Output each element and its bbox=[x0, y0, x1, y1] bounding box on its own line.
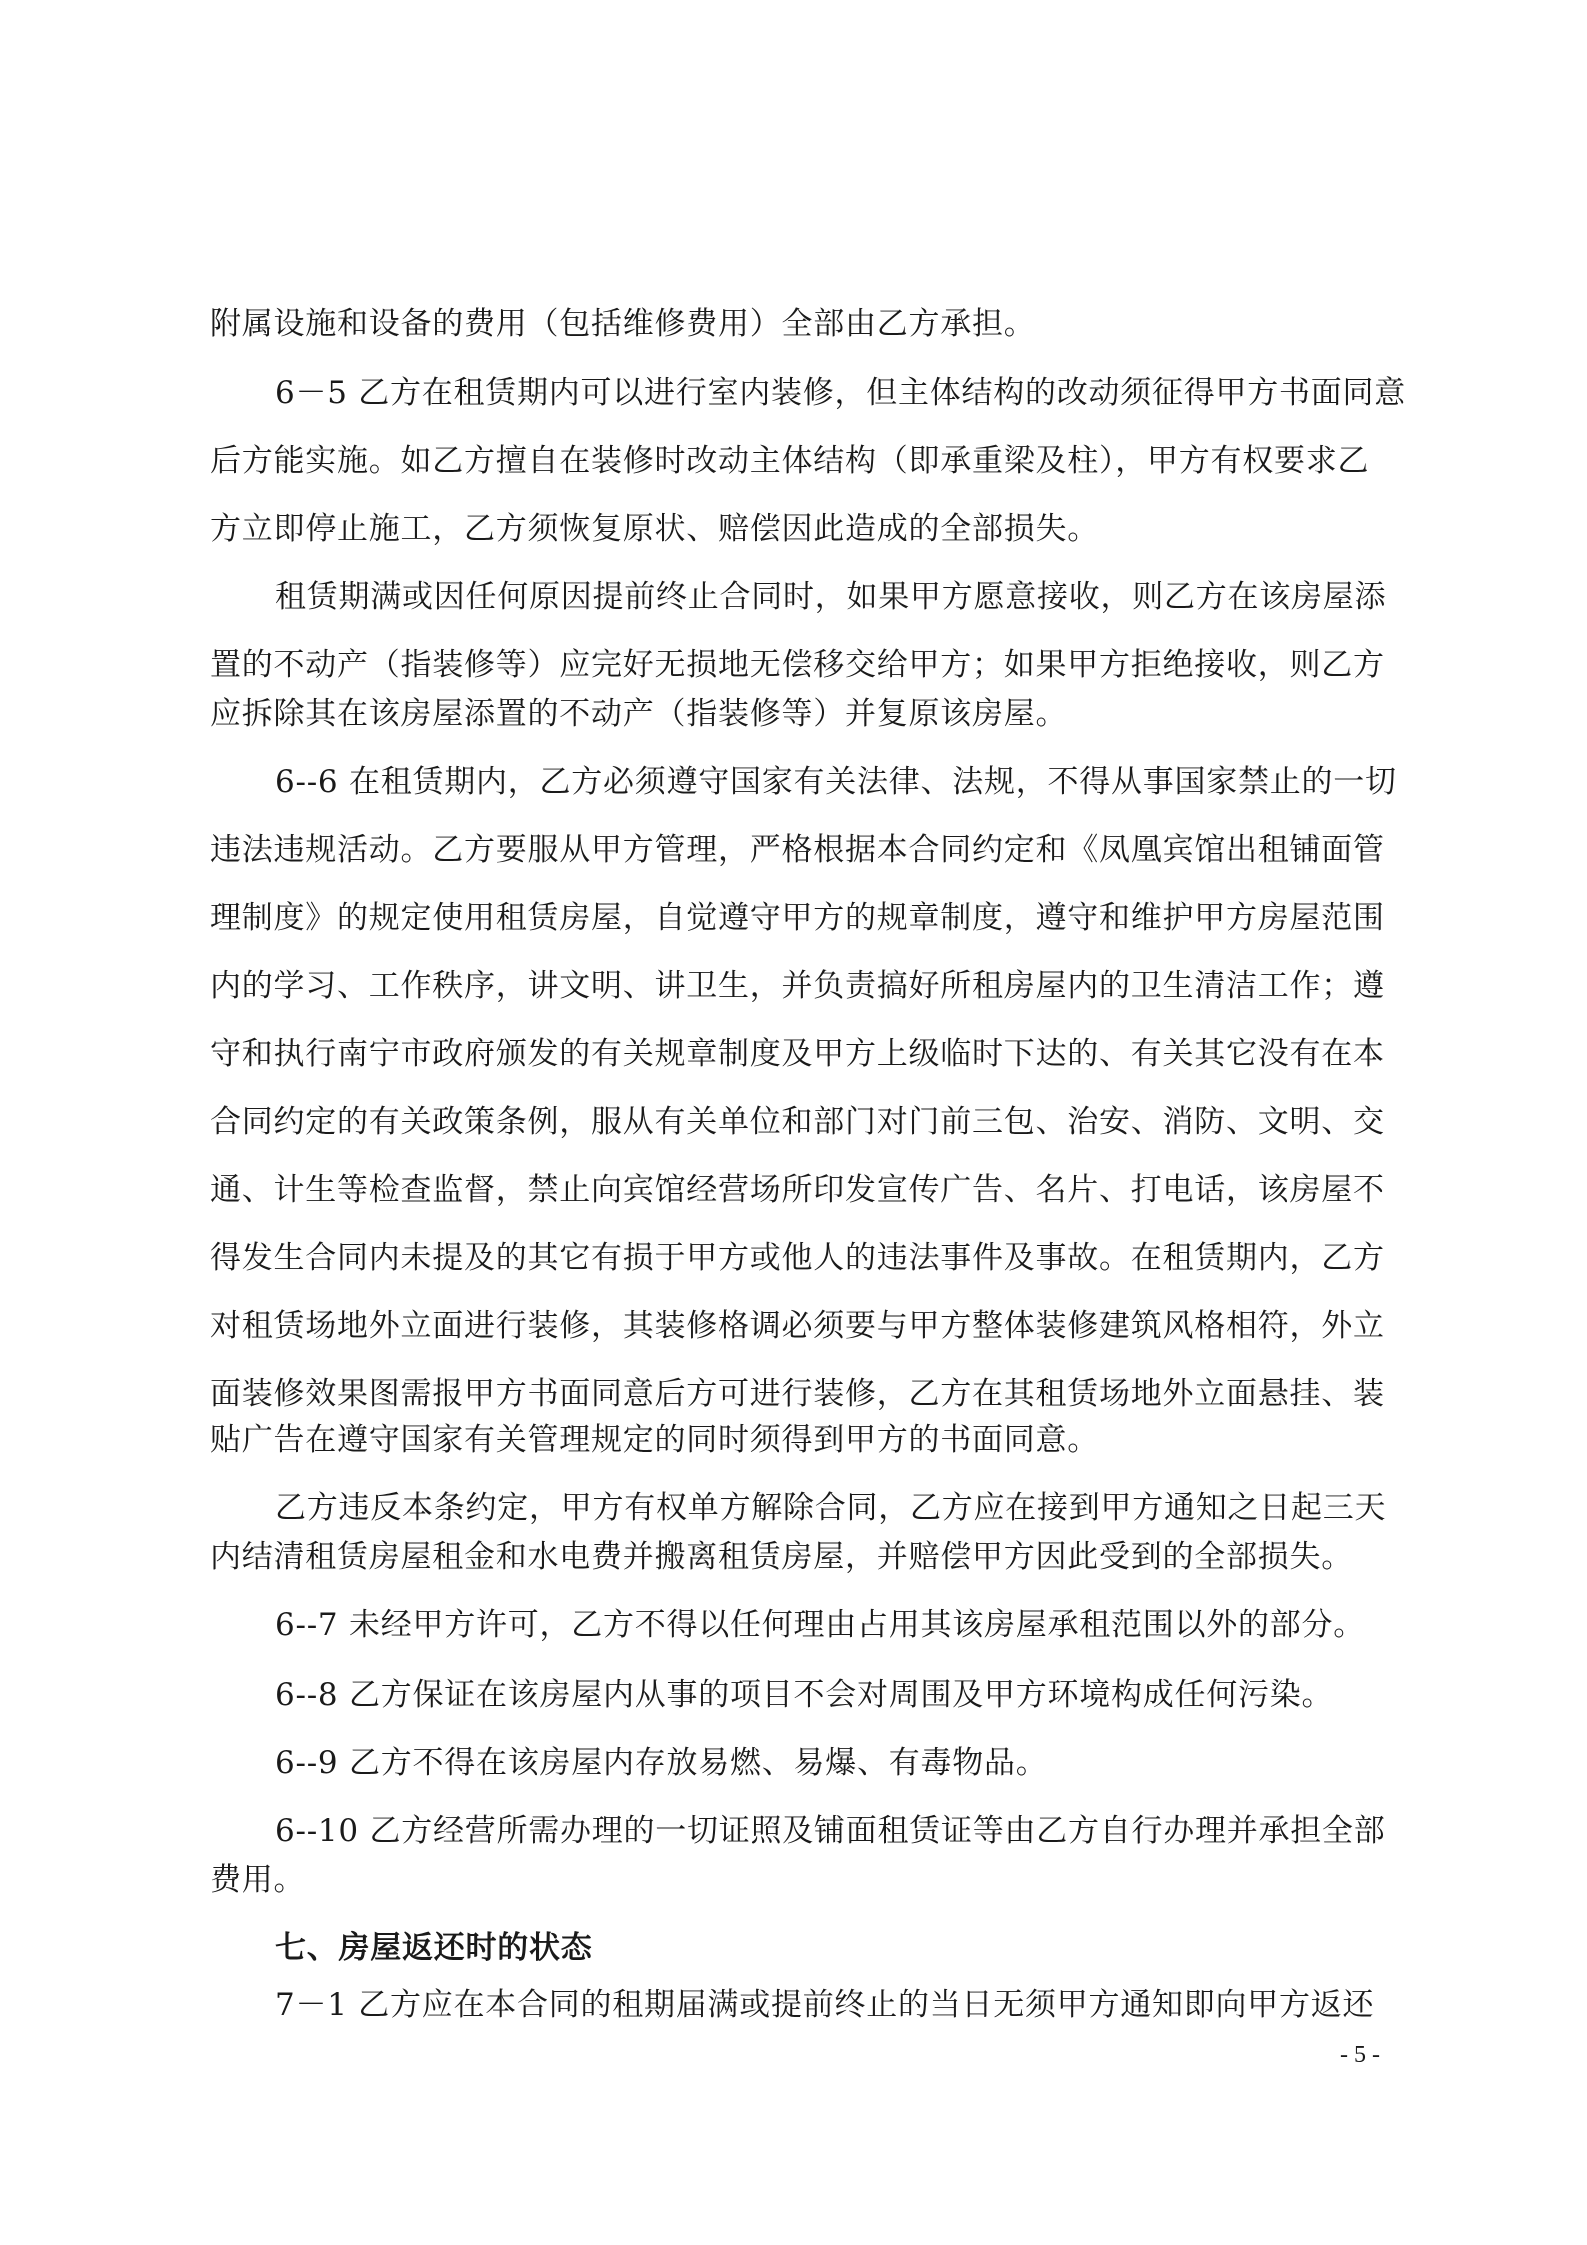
text-line: 乙方违反本条约定，甲方有权单方解除合同，乙方应在接到甲方通知之日起三天 bbox=[275, 1490, 1387, 1526]
section-heading: 七、房屋返还时的状态 bbox=[275, 1930, 593, 1966]
text-line: 守和执行南宁市政府颁发的有关规章制度及甲方上级临时下达的、有关其它没有在本 bbox=[210, 1036, 1385, 1072]
text-line: 6--7 未经甲方许可，乙方不得以任何理由占用其该房屋承租范围以外的部分。 bbox=[275, 1607, 1365, 1643]
text-line: 内的学习、工作秩序，讲文明、讲卫生，并负责搞好所租房屋内的卫生清洁工作；遵 bbox=[210, 968, 1385, 1004]
text-line: 方立即停止施工，乙方须恢复原状、赔偿因此造成的全部损失。 bbox=[210, 511, 1099, 547]
text-line: 合同约定的有关政策条例，服从有关单位和部门对门前三包、治安、消防、文明、交 bbox=[210, 1104, 1385, 1140]
text-line: 6--8 乙方保证在该房屋内从事的项目不会对周围及甲方环境构成任何污染。 bbox=[275, 1677, 1334, 1713]
text-line: 内结清租赁房屋租金和水电费并搬离租赁房屋，并赔偿甲方因此受到的全部损失。 bbox=[210, 1539, 1353, 1575]
text-line: 应拆除其在该房屋添置的不动产（指装修等）并复原该房屋。 bbox=[210, 696, 1068, 732]
text-line: 7－1 乙方应在本合同的租期届满或提前终止的当日无须甲方通知即向甲方返还 bbox=[275, 1987, 1375, 2023]
text-line: 6--9 乙方不得在该房屋内存放易燃、易爆、有毒物品。 bbox=[275, 1745, 1048, 1781]
text-line: 6－5 乙方在租赁期内可以进行室内装修，但主体结构的改动须征得甲方书面同意 bbox=[275, 375, 1407, 411]
text-line: 后方能实施。如乙方擅自在装修时改动主体结构（即承重梁及柱），甲方有权要求乙 bbox=[210, 443, 1370, 479]
text-line: 对租赁场地外立面进行装修，其装修格调必须要与甲方整体装修建筑风格相符，外立 bbox=[210, 1308, 1385, 1344]
text-line: 理制度》的规定使用租赁房屋，自觉遵守甲方的规章制度，遵守和维护甲方房屋范围 bbox=[210, 900, 1385, 936]
text-line: 租赁期满或因任何原因提前终止合同时，如果甲方愿意接收，则乙方在该房屋添 bbox=[275, 579, 1387, 615]
text-line: 通、计生等检查监督，禁止向宾馆经营场所印发宣传广告、名片、打电话，该房屋不 bbox=[210, 1172, 1385, 1208]
text-line: 6--6 在租赁期内，乙方必须遵守国家有关法律、法规，不得从事国家禁止的一切 bbox=[275, 764, 1397, 800]
text-line: 置的不动产（指装修等）应完好无损地无偿移交给甲方；如果甲方拒绝接收，则乙方 bbox=[210, 647, 1385, 683]
text-line: 得发生合同内未提及的其它有损于甲方或他人的违法事件及事故。在租赁期内，乙方 bbox=[210, 1240, 1385, 1276]
text-line: 费用。 bbox=[210, 1862, 306, 1898]
page-number: - 5 - bbox=[1340, 2042, 1380, 2068]
text-line: 违法违规活动。乙方要服从甲方管理，严格根据本合同约定和《凤凰宾馆出租铺面管 bbox=[210, 832, 1385, 868]
text-line: 面装修效果图需报甲方书面同意后方可进行装修，乙方在其租赁场地外立面悬挂、装 bbox=[210, 1376, 1385, 1412]
text-line: 6--10 乙方经营所需办理的一切证照及铺面租赁证等由乙方自行办理并承担全部 bbox=[275, 1813, 1386, 1849]
text-line: 附属设施和设备的费用（包括维修费用）全部由乙方承担。 bbox=[210, 306, 1036, 342]
text-line: 贴广告在遵守国家有关管理规定的同时须得到甲方的书面同意。 bbox=[210, 1422, 1099, 1458]
